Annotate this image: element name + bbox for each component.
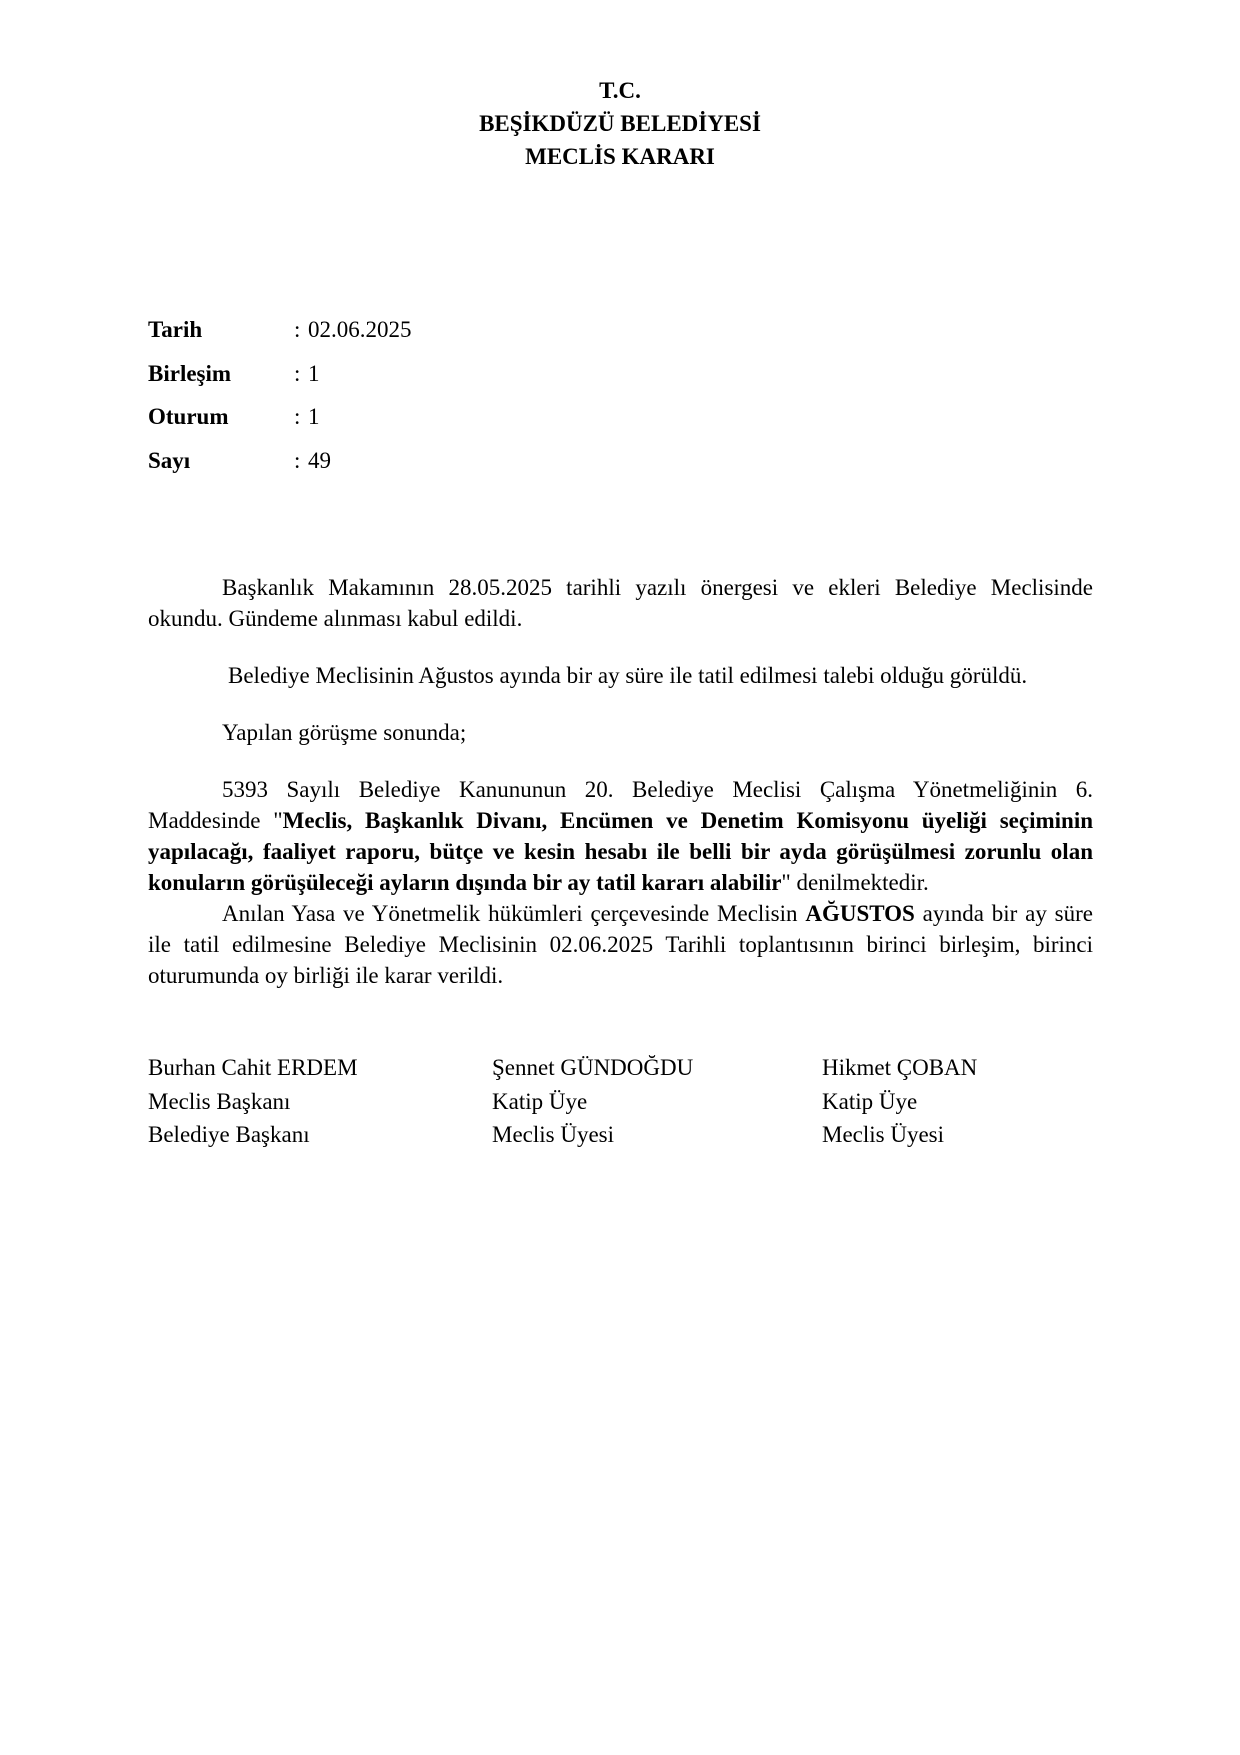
document-header: [0, 74, 1240, 173]
paragraph-discussion: Yapılan görüşme sonunda;: [222, 720, 467, 745]
signatory-title: Meclis Üyesi: [822, 1122, 945, 1147]
signatory-title: Belediye Başkanı: [148, 1122, 310, 1147]
meta-row-date: [148, 317, 412, 361]
meta-label-session: Birleşim: [148, 360, 232, 386]
signatory-name: Hikmet ÇOBAN: [822, 1055, 978, 1080]
meta-row-session: [148, 361, 412, 405]
meta-label-sitting: Oturum: [148, 404, 229, 429]
signature-clerk-2: [822, 1051, 977, 1152]
regulation-text-suffix: " denilmektedir.: [781, 870, 929, 895]
header-line-document-type: MECLİS KARARI: [525, 144, 715, 169]
regulation-text-prefix: 5393 Sayılı Belediye Kanununun 20. Belediye Meclisi Çalışma Yönetmeliğinin 6. Maddesinde ": [148, 777, 1093, 833]
meta-separator: :: [294, 317, 301, 342]
meta-value-number: 49: [308, 447, 331, 473]
meta-value-session: 1: [308, 360, 320, 386]
signatory-title: Meclis Başkanı: [148, 1088, 291, 1114]
meta-row-number: [148, 448, 412, 492]
decision-text-suffix: ayında bir ay süre ile tatil edilmesine Belediye Meclisinin 02.06.2025 Tarihli toplantısının birinci birleşim, birinci oturumunda oy birliği ile karar verildi.: [148, 901, 1093, 988]
paragraph-decision: [148, 898, 1093, 991]
signatory-name: Burhan Cahit ERDEM: [148, 1055, 358, 1080]
decision-month: AĞUSTOS: [805, 901, 915, 926]
signature-clerk-1: [492, 1051, 693, 1152]
signature-president: [148, 1051, 358, 1152]
regulation-quote: Meclis, Başkanlık Divanı, Encümen ve Denetim Komisyonu üyeliği seçiminin yapılacağı, faaliyet raporu, bütçe ve kesin hesabı ile belli bir ayda görüşülmesi zorunlu olan konuların görüşüleceği ayların dışında bir ay tatil kararı alabilir: [148, 808, 1094, 895]
meta-separator: :: [294, 447, 301, 473]
paragraph-regulation: [148, 774, 1093, 898]
decision-metadata: [148, 317, 412, 491]
paragraph-request: Belediye Meclisinin Ağustos ayında bir ay süre ile tatil edilmesi talebi olduğu görüldü.: [228, 663, 1028, 688]
decision-text-prefix: Anılan Yasa ve Yönetmelik hükümleri çerçevesinde Meclisin: [222, 901, 806, 926]
signatory-title: Katip Üye: [822, 1088, 918, 1114]
signatory-name: Şennet GÜNDOĞDU: [492, 1055, 694, 1080]
meta-separator: :: [294, 360, 301, 386]
meta-value-date: 02.06.2025: [308, 317, 412, 342]
meta-label-date: Tarih: [148, 317, 203, 342]
meta-value-sitting: 1: [308, 404, 320, 429]
meta-row-sitting: [148, 404, 412, 448]
meta-separator: :: [294, 404, 301, 429]
signatory-title: Katip Üye: [492, 1088, 588, 1114]
paragraph-proposal: Başkanlık Makamının 28.05.2025 tarihli yazılı önergesi ve ekleri Belediye Meclisinde okundu. Gündeme alınması kabul edildi.: [148, 575, 1093, 631]
header-line-institution: BEŞİKDÜZÜ BELEDİYESİ: [479, 111, 761, 136]
header-line-tc: T.C.: [599, 78, 641, 103]
meta-label-number: Sayı: [148, 447, 191, 473]
signatory-title: Meclis Üyesi: [492, 1122, 615, 1147]
decision-body: [148, 572, 1093, 991]
